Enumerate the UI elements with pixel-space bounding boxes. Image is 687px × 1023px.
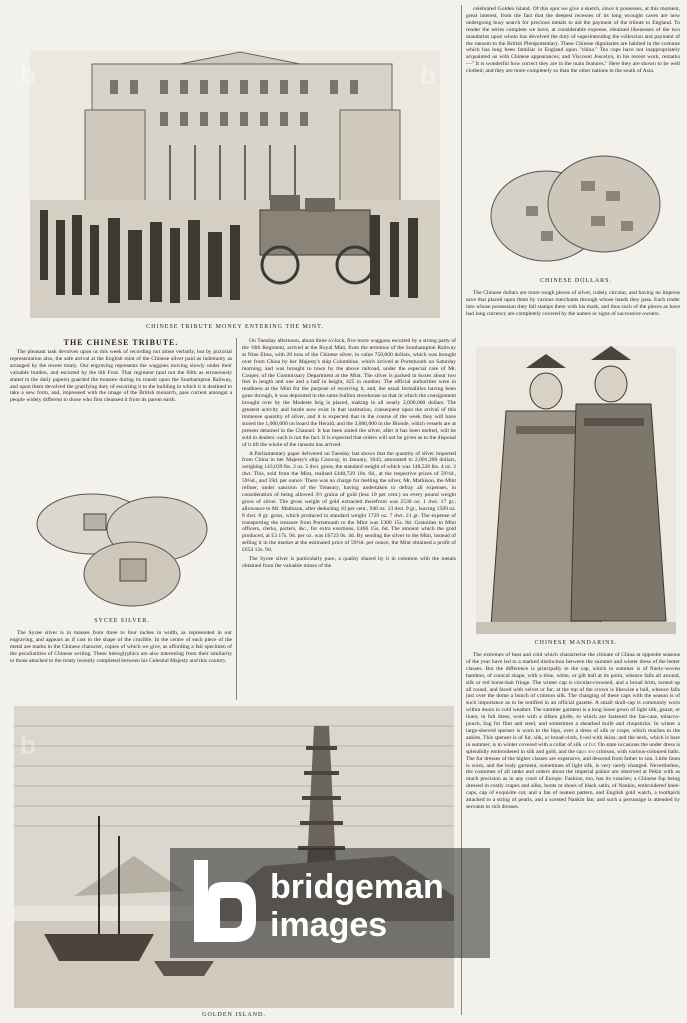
column-divider: [236, 338, 237, 700]
paragraph: On Tuesday afternoon, about three o'clock, five more waggons escorted by a strong party of the 10th Regiment, arrived at the Royal Mint, from the terminus of the Southampton Railway at Nine Elms, with 20 tons of the Chinese silver, in value 750,000 dollars, which was brought over from China by her Majesty's ship Columbine, which arrived at Portsmouth on Saturday morning, and was brought to town by the above railroad, under the especial care of Mr. Cooper, of the Commissary Department at the Mint. The silver is packed in boxes about two feet in length and one and a half in height, 425 in number. The official authorities were in readiness at the Mint for the purpose of receiving it, and, the usual formalities having been gone through, it was deposited in the same bullion storehouse as that in which the consignment brought over by the Modeste brig is placed, making in all nearly 2,000,000 dollars. The greatest activity and bustle now exist in that institution, consequent upon the arrival of this immense quantity of silver, and it is expected that in the course of the week they will have stored the 1,000,000 on board the Herald, and the 3,000,000 in the Blonde, which vessels are at present detained in the Channel. It has been stated the silver, after it has been melted, will be sold to dealers: such is not the fact. It is expected that orders will not be given as to the disposal of it till the whole of the ransom has arrived.: [242, 338, 456, 448]
mandarins-illustration: [476, 346, 676, 634]
watermark-b-mark: b: [20, 730, 36, 760]
dollars-illustration: [486, 146, 666, 272]
dollars-caption: CHINESE DOLLARS.: [539, 278, 612, 284]
paragraph: The Sycee silver is particularly pure, a quality shared by it in common with the metals obtained from the valuable mines of the: [242, 556, 456, 569]
mandarins-caption: CHINESE MANDARINS.: [534, 640, 618, 646]
brand-line-2: images: [270, 906, 388, 944]
golden-island-caption: GOLDEN ISLAND.: [202, 1012, 266, 1018]
sycee-illustration: [32, 474, 212, 614]
bridgeman-watermark: [170, 848, 490, 958]
watermark-b-mark: b: [420, 60, 436, 90]
brand-line-1: bridgeman: [270, 868, 444, 906]
bridgeman-logo-icon: [190, 858, 260, 944]
column-3-dress: [466, 652, 680, 912]
paragraph: A Parliamentary paper delivered on Tuesday last shows that the quantity of silver imported from China in her Majesty's ship Conway, in January, 1843, amounted to 2,001,200 dollars, weighing 143,039 lbs. 2 oz. 5 dwt. gross, the standard weight of which was 148,526 lbs. 4 oz. 2 dwt. This, sold from the Mint, realised £440,729 10s. 6d., at the respective prices of 59½d., 59¼d., and 59d. per ounce. There was no charge for melting the silver, Mr. Mathison, the Mint refiner, under sanction of the Treasury, having undertaken to defray all expenses, in consideration of being allowed 3½ grains of gold (less 10 per cent.) on every pound weight gross of silver. The gross weight of gold extracted therefrom was 2530 oz. 1 dwt. 17 gr.; allowance to Mr. Mathison, after deducting 10 per cent., 940 oz. 13 dwt. 9 gr., leaving 1589 oz. 8 dwt. 8 gr. gross, which produced in standard weight 1729 oz. 7 dwt. 21 gr. The expense of transporting the treasure from Portsmouth to the Mint was £300 15s. 8d. Gratuities to Mint officers, clerks, porters, &c., for extra exertions, £466 15s. 6d. The amount which the gold produced, at £3 17s. 9d. per oz. was £6723 0s. 4d. By sending the silver to the Mint, instead of selling it in the market at the estimated price of 59½d. per ounce, the Mint obtained a profit of £654 12s. 9d.: [242, 450, 456, 554]
tribute-illustration: [30, 50, 440, 318]
tribute-caption: CHINESE TRIBUTE MONEY ENTERING THE MINT.: [146, 324, 324, 330]
column-1-intro: [10, 349, 232, 469]
paragraph: The Sycee silver is in masses from three to four inches in width, as represented in our engraving, and appears as if cast to the shape of the crucible. In the centre of each piece of the metal are marks in the Chinese character, copies of which we give, as affording a fair specimen of the peculiarities of Chinese writing. These hieroglyphics are also interesting from their similarity to those attached to the treaty recently completed between his Celestial Majesty and this country.: [10, 630, 232, 664]
sycee-caption: SYCEE SILVER.: [94, 618, 150, 624]
paragraph: The pleasant task devolves upon us this week of recording not alone verbally, but by pictorial representation also, the safe arrival at the English mint of the Chinese silver paid as indemnity as arranged by the recent treaty. Our engraving represents the waggons moving slowly under their valuable burden, and escorted by the 6th Foot. That regiment (and not the 60th as erroneously stated in the daily papers) guarded the treasure during its transit upon the Southampton Railway, and upon them devolved the gratifying duty of escorting it to the building in which it is destined to take a new form, and, impressed with the image of the British monarch, pass current amongst a people widely different to those who first cleansed it from its parent earth.: [10, 349, 232, 404]
article-title: THE CHINESE TRIBUTE.: [63, 338, 179, 347]
column-2: [242, 338, 456, 700]
column-3-dollars: [466, 290, 680, 342]
column-1-sycee: [10, 630, 232, 700]
paragraph: The Chinese dollars are more rough pieces of silver, rudely circular, and having no impress save that placed upon them by various merchants through whose hands they pass. Each trader into whose possession they fall stamps them with his mark, and thus such of the pieces as have had long currency are completely covered by the names or signs of successive owners.: [466, 290, 680, 317]
watermark-b-mark: b: [20, 60, 36, 90]
watermark-b-mark: b: [580, 730, 596, 760]
paragraph: The extremes of heat and cold which characterise the climate of China at opposite seasons of the year have led to a marked distinction between the summer and winter dress of the better classes. But the difference is principally in the cap, which in summer is of finely-woven bamboo, of conical shape, with a blue, white, or gilt ball at its point, whence falls all around, silk or red horse-hair fringe. The winter cap is circular-crowned, and a broad brim, turned up all round, and faced with velvet or fur; at the top of the crown is likewise a ball, whence falls just over the dome a bunch of crimson silk. The changing of these caps with the season is of such importance as to be notified in an official gazette. A small skull-cap is commonly worn within doors in cold weather. The summer garment is a long loose gown of light silk, gauze, or linen; in full dress, worn with a silken girdle, to which are fastened the fan-case, tobacco-pouch, bag for flint and steel, and sometimes a sheathed knife and chopsticks. In winter a large-sleeved spenser is worn to the hips, over a dress of silk or crape, which reaches to the ankles. This spenser is of fur, silk, or broad-cloth, lined with skins; and the neck, which is bare in summer, is in winter covered with a collar of silk or fur. On state occasions the under dress is splendidly embroidered in silk and gold, and the caps are crimson, with various-coloured balls. The fur dresses of the higher classes are expensive, and descend from father to son. Little linen is worn, and the body garment, sometimes of light silk, is very rarely changed. Nevertheless, the costumes of all ranks and orders about the imperial palace are observed at Pekin with as much precision as in any court of Europe. Fashion, too, has its votaries; a Chinese fop being dressed in costly crapes and silks, boots or shoes of black satin, of Nankin, embroidered knee-caps, cap of exquisite cut, and a fan of neatest pattern, and English gold watch, a toothpick attached to a string of pearls, and a scented Nankin fan; and such a personage is attended by servants in rich dresses.: [466, 652, 680, 810]
paragraph: celebrated Golden Island. Of this spot we give a sketch, since it possesses, at this moment, great interest, from the fact that the deepest recesses of its long wrought caves are now undergoing busy search for precious metals to aid the payment of the tribute to England. To render the series complete we have, at considerable expense, obtained likenesses of the two mandarins upon whom has devolved the duty of superintending the collection and payment of the ransom to the British Plenipotentiary. These Chinese dignitaries are habited in the costume which has long been familiar in England upon "china." Tea cups have not inappropriately acquainted us with Chinese appearances; and Viscount Joscelyn, in his recent work, remarks—" It is wonderful how correct they are in the main features." Here they are shown to be well clothed; and they are more completely so than the other nations in the south of Asia.: [466, 6, 680, 75]
column-3-intro: [466, 6, 680, 142]
